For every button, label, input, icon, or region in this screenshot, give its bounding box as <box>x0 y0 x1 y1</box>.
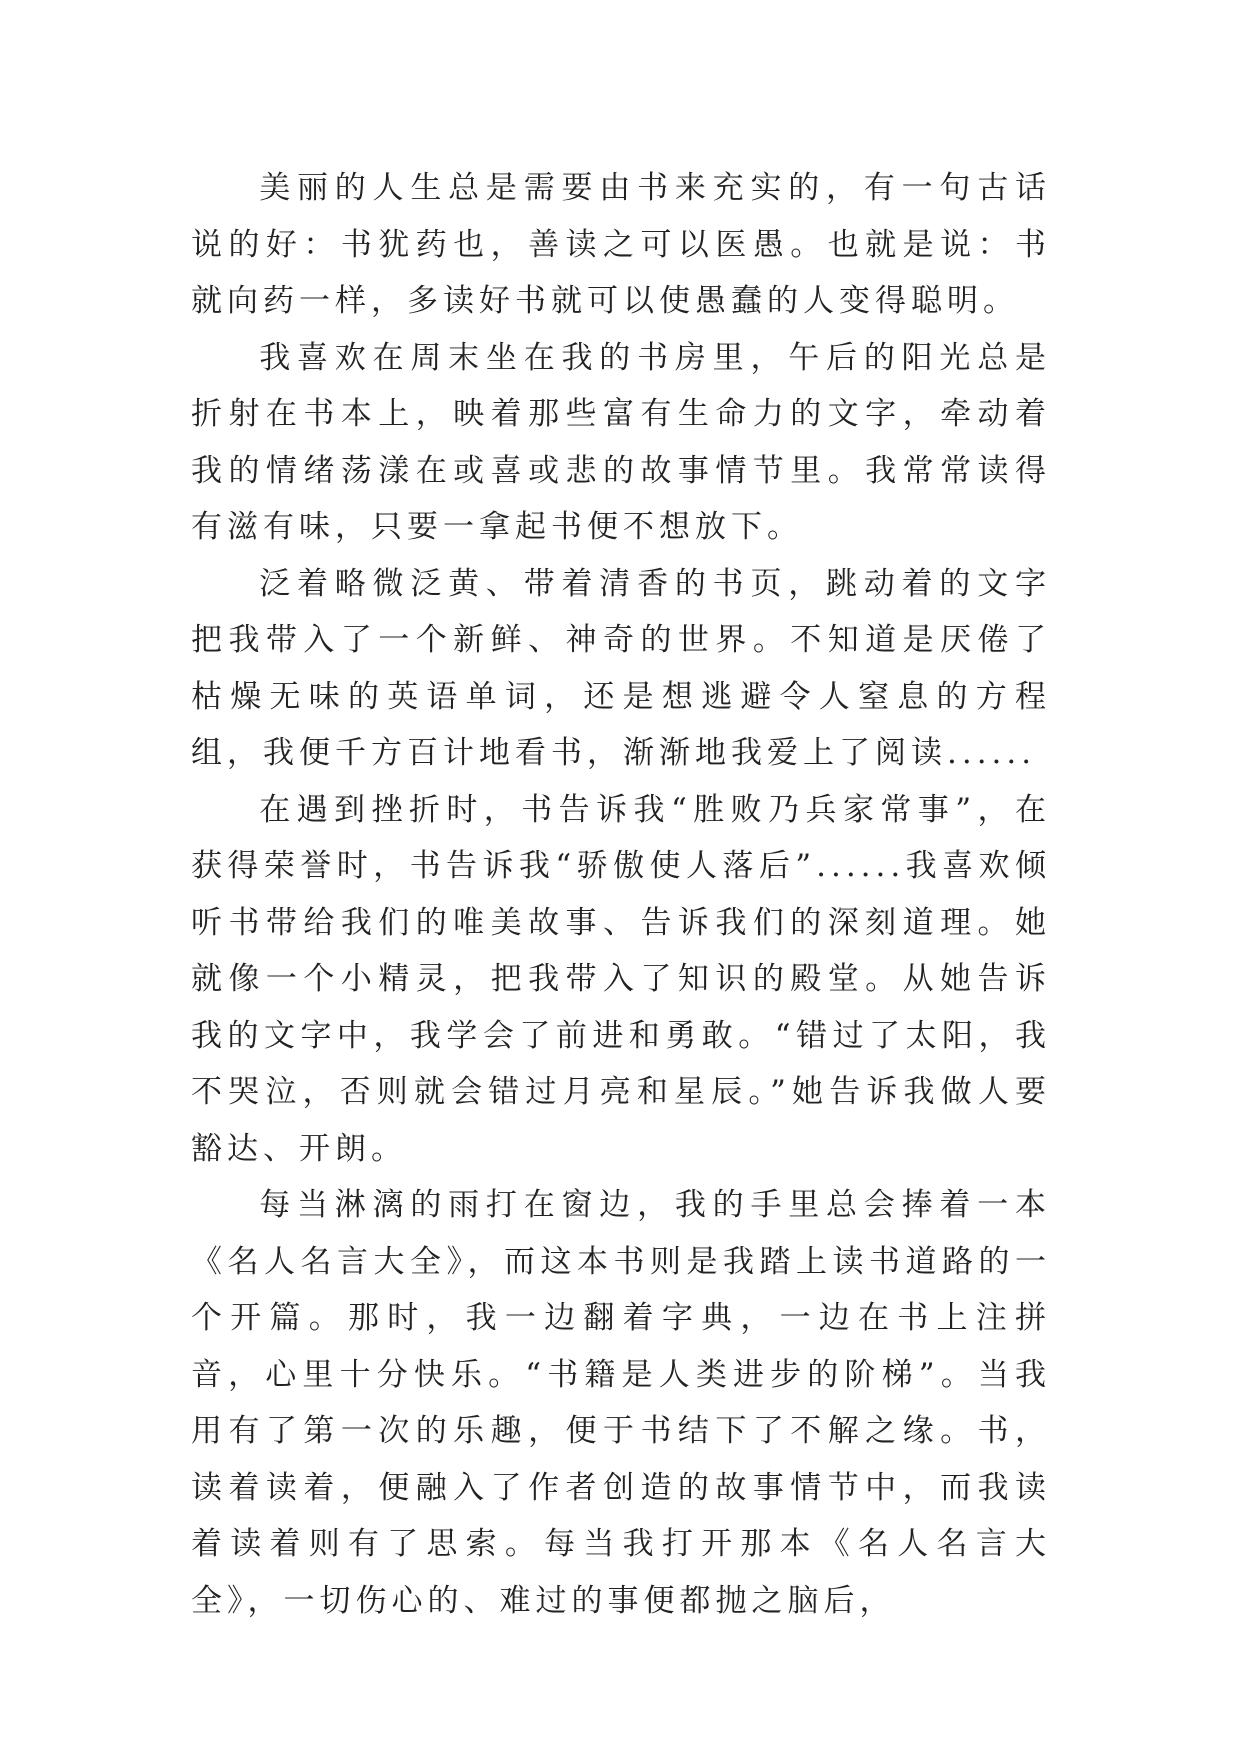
paragraph-1: 美丽的人生总是需要由书来充实的，有一句古话说的好：书犹药也，善读之可以医愚。也就是说：书就向药一样，多读好书就可以使愚蠢的人变得聪明。 <box>191 170 1051 319</box>
paragraph-3: 泛着略微泛黄、带着清香的书页，跳动着的文字把我带入了一个新鲜、神奇的世界。不知道是厌倦了枯燥无味的英语单词，还是想逃避令人窒息的方程组，我便千方百计地看书，渐渐地我爱上了阅读...... <box>191 565 1051 771</box>
paragraph-2: 我喜欢在周末坐在我的书房里，午后的阳光总是折射在书本上，映着那些富有生命力的文字，牵动着我的情绪荡漾在或喜或悲的故事情节里。我常常读得有滋有味，只要一拿起书便不想放下。 <box>191 339 1051 545</box>
paragraph-4: 在遇到挫折时，书告诉我“胜败乃兵家常事”，在获得荣誉时，书告诉我“骄傲使人落后”......我喜欢倾听书带给我们的唯美故事、告诉我们的深刻道理。她就像一个小精灵，把我带入了知识的殿堂。从她告诉我的文字中，我学会了前进和勇敢。“错过了太阳，我不哭泣，否则就会错过月亮和星辰。”她告诉我做人要豁达、开朗。 <box>191 791 1051 1167</box>
document-body <box>191 160 1051 1629</box>
paragraph-5: 每当淋漓的雨打在窗边，我的手里总会捧着一本《名人名言大全》，而这本书则是我踏上读书道路的一个开篇。那时，我一边翻着字典，一边在书上注拼音，心里十分快乐。“书籍是人类进步的阶梯”。当我用有了第一次的乐趣，便于书结下了不解之缘。书，读着读着，便融入了作者创造的故事情节中，而我读着读着则有了思索。每当我打开那本《名人名言大全》，一切伤心的、难过的事便都抛之脑后， <box>191 1187 1051 1619</box>
